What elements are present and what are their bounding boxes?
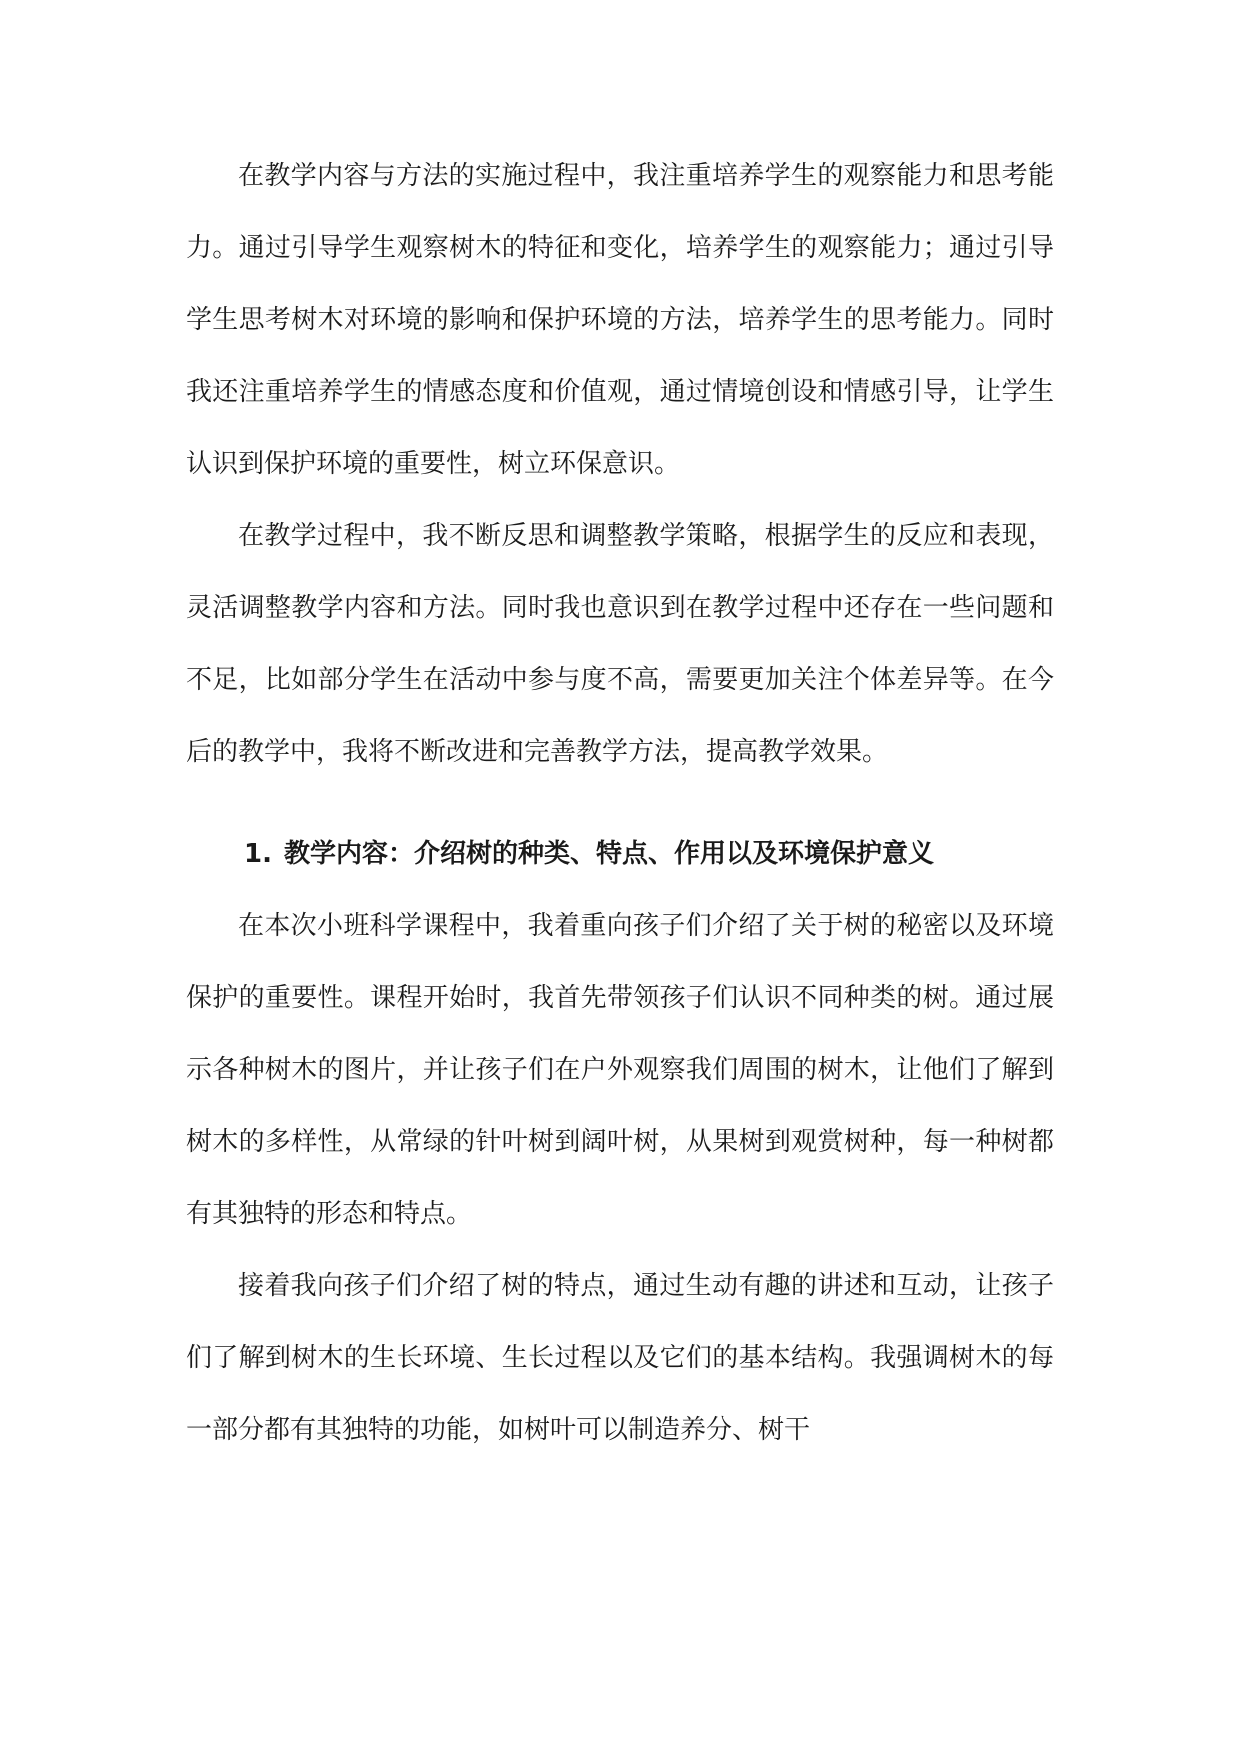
document-body: [186, 140, 1054, 1466]
paragraph-tree-features: 接着我向孩子们介绍了树的特点，通过生动有趣的讲述和互动，让孩子们了解到树木的生长环境、生长过程以及它们的基本结构。我强调树木的每一部分都有其独特的功能，如树叶可以制造养分、树干: [186, 1271, 1054, 1445]
section-title: 教学内容：介绍树的种类、特点、作用以及环境保护意义: [284, 839, 935, 869]
paragraph-teaching-reflection: 在教学过程中，我不断反思和调整教学策略，根据学生的反应和表现，灵活调整教学内容和方法。同时我也意识到在教学过程中还存在一些问题和不足，比如部分学生在活动中参与度不高，需要更加关注个体差异等。在今后的教学中，我将不断改进和完善教学方法，提高教学效果。: [186, 521, 1054, 767]
paragraph-observation-ability: 在教学内容与方法的实施过程中，我注重培养学生的观察能力和思考能力。通过引导学生观察树木的特征和变化，培养学生的观察能力；通过引导学生思考树木对环境的影响和保护环境的方法，培养学生的思考能力。同时我还注重培养学生的情感态度和价值观，通过情境创设和情感引导，让学生认识到保护环境的重要性，树立环保意识。: [186, 161, 1054, 479]
section-heading: [186, 818, 1054, 890]
section-number: 1.: [244, 839, 272, 869]
paragraph-tree-types: 在本次小班科学课程中，我着重向孩子们介绍了关于树的秘密以及环境保护的重要性。课程开始时，我首先带领孩子们认识不同种类的树。通过展示各种树木的图片，并让孩子们在户外观察我们周围的树木，让他们了解到树木的多样性，从常绿的针叶树到阔叶树，从果树到观赏树种，每一种树都有其独特的形态和特点。: [186, 911, 1054, 1229]
